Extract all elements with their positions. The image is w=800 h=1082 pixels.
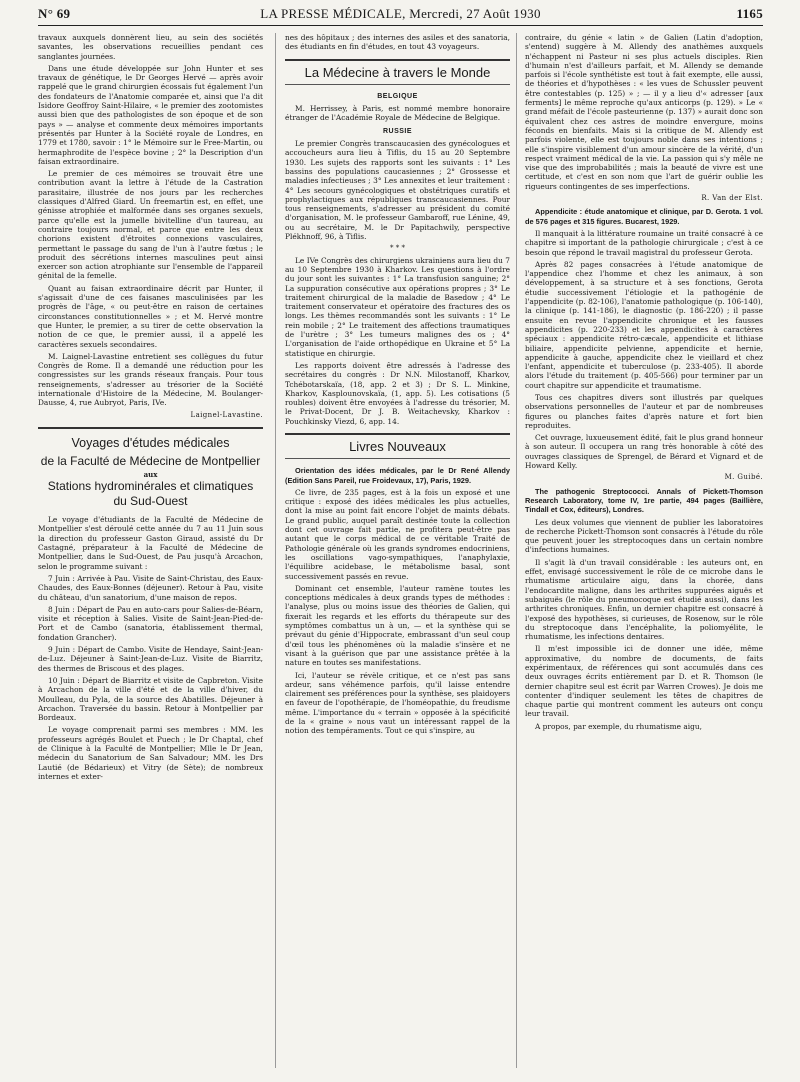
column-divider <box>516 33 517 1068</box>
article-title-line: Stations hydrominérales et climatiques <box>47 479 254 494</box>
paragraph: Le premier de ces mémoires se trouvait être une contribution avant la lettre à l'étude de la Castration parasitaire, illustrée de nos jours par les recherches classiques d'Alfred Giard. Un freemartin est, en effet, une génisse atrophiée et malformée dans ses organes sexuels, parce qu'elle est la jumelle bivitelline d'un taureau, au contraire toujours normal, et parce que entre les deux chorions existent d'étroites connexions vasculaires, permettant le passage du sang de l'un à l'autre fœtus ; le produit des sécrétions internes masculines peut ainsi exercer son action atrophiante sur l'ensemble de l'appareil génital de la femelle. <box>38 169 263 281</box>
article-title-connector: aux <box>143 469 158 479</box>
subsection-title: RUSSIE <box>382 127 413 135</box>
paragraph: Les rapports doivent être adressés à l'adresse des secrétaires du congrès : Dr N.N. Milostanoff, Kharkov, Tchébotarskaïa, (18, app. 2 et 3) ; Dr S. L. Minkine, Kharkov, Kasplounovskaïa, (1, app. 5). Les cotisations (5 roubles) doivent être envoyées à l'adresse du trésorier, M. le Privat-Docent, Dr J. B. Weitachevsky, Kharkov : Pouchkinsky Viezd, 6, app. 14. <box>285 360 510 426</box>
review-citation: Orientation des idées médicales, par le Dr René Allendy (Edition Sans Pareil, rue Froidevaux, 17), Paris, 1929. <box>285 466 510 485</box>
review-heading <box>285 466 510 485</box>
section-divider <box>285 59 510 61</box>
page-number: 1165 <box>736 6 763 21</box>
paragraph: Les deux volumes que viennent de publier les laboratoires de recherche Pickett-Thomson sont consacrés à l'étude du rôle que peuvent jouer les streptocoques dans un certain nombre d'infections humaines. <box>525 517 763 555</box>
section-title: La Médecine à travers le Monde <box>304 64 491 80</box>
paragraph: M. Laignel-Lavastine entretient ses collègues du futur Congrès de Rome. Il a demandé une réduction pour les congressistes sur les grands réseaux français. Pour tous renseignements, s'adresser au trésorier de la Société internationale d'Histoire de la Médecine, M. Boulanger-Dausse, 4, rue Aubryot, Paris, IVe. <box>38 351 263 408</box>
review-heading <box>525 487 763 515</box>
paragraph: Le voyage comprenait parmi ses membres : MM. les professeurs agrégés Boulet et Puech ; le Dr Chaptal, chef de Clinique à la Faculté de Montpellier; Mlle le Dr Jean, médecin du Sanatorium de San Salvadour; MM. les Drs Lautié (de Bédarieux) et Vitry (de Sète); de nombreux internes et exter- <box>38 725 263 781</box>
column-left <box>38 33 263 1068</box>
paragraph: Tous ces chapitres divers sont illustrés par quelques observations personnelles de l'auteur et par de nombreuses figures ou planches faites d'après nature et fort bien reproduites. <box>525 392 763 430</box>
paragraph: 8 Juin : Départ de Pau en auto-cars pour Salies-de-Béarn, visite et réception à Salies. Visite de Saint-Jean-Pied-de-Port et de Cambo (sanatoria, établissement thermal, fondation Grancher). <box>38 604 263 642</box>
paragraph: travaux auxquels donnèrent lieu, au sein des sociétés savantes, les observations recueillies pendant ces sanglantes journées. <box>38 33 263 61</box>
page-header <box>38 6 763 26</box>
review-citation: The pathogenic Streptococci. Annals of Pickett-Thomson Research Laboratory, tome IV, 1re partie, 494 pages (Baillière, Tindall et Cox, éditeurs), Londres. <box>525 486 763 515</box>
paragraph: Le premier Congrès transcaucasien des gynécologues et accoucheurs aura lieu à Tiflis, du 15 au 20 Septembre 1930. Les sujets des rapports sont les suivants : 1° Les bassins des populations caucasiennes ; 2° Grossesse et maladies infectieuses ; 3° Les annexites et leur traitement : 4° Les secours gynécologiques et obstétriques curatifs et prophylactiques aux républiques transcaucasiennes. Pour tous renseignements, s'adresser au président du comité d'organisation, M. le professeur Gambaroff, rue Lénine, 49, ou au secrétaire, M. le Dr Papitachwily, perspective Plékhnoff, 96, à Tiflis. <box>285 139 510 242</box>
paragraph: Le voyage d'étudiants de la Faculté de Médecine de Montpellier s'est déroulé cette année du 7 au 11 Juin sous la direction du professeur Gaston Giraud, assisté du Dr Castagné, préparateur à la Faculté de Médecine de Montpellier, dans le Sud-Ouest, de Pau jusqu'à Arcachon, selon le programme suivant : <box>38 515 263 571</box>
paragraph: Dominant cet ensemble, l'auteur ramène toutes les conceptions médicales à deux grands types de méthodes : l'analyse, plus ou moins issue des théories de Galien, qui fixerait les regards et les efforts du thérapeute sur des symptômes combattus un à un, — et la synthèse qui se prévaut du génie d'Hippocrate, embrassant d'un seul coup d'œil tous les phénomènes où la maladie s'insère et ne visant à la guérison que par une assistance prêtée à la nature en toutes ses manifestations. <box>285 583 510 668</box>
paragraph: Après 82 pages consacrées à l'étude anatomique de l'appendice chez l'homme et chez les animaux, à son développement, à sa structure et à ses fonctions, Gerota étudie successivement l'étiologie et la pathogénie de l'appendicite (p. 82-106), l'anatomie pathologique (p. 106-140), la clinique (p. 141-186), le diagnostic (p. 186-220) ; il passe ensuite en revue l'appendicite chronique et les fausses appendicites (p. 220-233) et les appendicites à caractères spéciaux : appendicite rétro-cæcale, appendicite et lithiase biliaire, appendicite pelvienne, appendicite et hernie, appendicite à gauche, appendicite chez le vieillard et chez l'enfant, appendicite et tuberculose (p. 233-405). Il aborde alors l'étude du traitement (p. 405-566) pour terminer par un court chapitre sur appendicite et traumatisme. <box>525 259 763 390</box>
paragraph: 10 Juin : Départ de Biarritz et visite de Capbreton. Visite à Arcachon de la ville d'été et de la ville d'hiver, du Moulleau, du Pyla, de la source des Abatilles. Déjeuner à Arcachon. Traversée du bassin. Retour à Montpellier par Bordeaux. <box>38 675 263 723</box>
signature: Laignel-Lavastine. <box>190 410 263 419</box>
signature: M. Guibé. <box>724 473 763 482</box>
paragraph: contraire, du génie « latin » de Galien (Latin d'adoption, s'entend) suggère à M. Allendy des anathèmes auxquels n'échappent ni Pasteur ni ses plus actuels disciples. Rien d'humain n'est d'ailleurs parfait, et M. Allendy se demande parfois si l'école synthétiste est tout à fait exempte, elle aussi, de théories et d'hypothèses : « les vues de Schussler peuvent être contestables (p. 125) » ; — il y a lieu d'« adresser [aux ferments] le même reproche qu'aux anticorps (p. 129). » Le « grand méfait de l'école pasteurienne (p. 137) » aurait donc son équivalent chez ces astres de moindre envergure, moins féconds en bienfaits. Mais si la critique de M. Allendy est parfois violente, elle est toujours noble dans ses intentions ; elle s'inspire visiblement d'un amour sincère de la vérité, d'un respect vraiment médical de la vie. La passion qui s'y mêle ne vise que des improbabilités ; mais la beauté de vivre est une certitude, et c'est en son nom que l'art de guérir oublie les rigueurs contingentes de ses imperfections. <box>525 33 763 191</box>
paragraph: nes des hôpitaux ; des internes des asiles et des sanatoria, des étudiants en fin d'études, en tout 43 voyageurs. <box>285 33 510 52</box>
paragraph: Dans une étude développée sur John Hunter et ses travaux de génétique, le Dr Georges Hervé — après avoir rappelé que le grand chirurgien écossais fut également l'un des fondateurs de l'Anatomie comparée et, ainsi que l'a dit Isidore Geoffroy Saint-Hilaire, « le premier des zootomistes aussi bien que des pathologistes de son époque et de son pays » — analyse et commente deux mémoires importants présentés par Hunter à la Société royale de Londres, en 1779 et 1780, savoir : 1° le Mémoire sur le Free-Martin, ou hermaphrodite de l'espèce bovine ; 2° la Description d'un faisan extraordinaire. <box>38 63 263 166</box>
paragraph: Ici, l'auteur se révèle critique, et ce n'est pas sans ardeur, sans véhémence parfois, qu'il laisse entendre clairement ses préférences pour la synthèse, ses plaidoyers en faveur de l'opothérapie, de l'homéopathie, du freudisme même. L'importance du « terrain » opposée à la spécificité de la « graine » nous vaut un intéressant rappel de la notion des tempéraments. Tout ce qui s'inspire, au <box>285 670 510 736</box>
paragraph: Ce livre, de 235 pages, est à la fois un exposé et une critique : exposé des idées médicales les plus actuelles, dont la mise au point fait encore l'objet de maints débats. Le grand public, auquel paraît destinée toute la collection dont cet ouvrage fait partie, ne profitera peut-être pas autant que le corps médical de ce véritable Traité de Pathologie générale où les grands syndromes endocriniens, les oscillations vago-sympathiques, l'anaphylaxie, l'équilibre acidebase, le métabolisme basal, sont successivement passés en revue. <box>285 487 510 581</box>
column-divider <box>275 33 276 1068</box>
paragraph: Il manquait à la littérature roumaine un traité consacré à ce chapitre si important de la pathologie chirurgicale ; c'est à ce besoin que répond le travail magistral du professeur Gerota. <box>525 228 763 257</box>
signature: R. Van der Elst. <box>701 194 763 203</box>
paragraph: A propos, par exemple, du rhumatisme aigu, <box>535 721 702 731</box>
header-rule <box>38 25 763 26</box>
section-title: Livres Nouveaux <box>349 438 446 454</box>
paragraph: 7 Juin : Arrivée à Pau. Visite de Saint-Christau, des Eaux-Chaudes, des Eaux-Bonnes (déjeuner). Retour à Pau, visite du château, d'un sanatorium, d'une maison de repos. <box>38 573 263 602</box>
paragraph: M. Herrissey, à Paris, est nommé membre honoraire étranger de l'Académie Royale de Médecine de Belgique. <box>285 104 510 123</box>
article-title-line: de la Faculté de Médecine de Montpellier <box>40 453 261 468</box>
journal-title: LA PRESSE MÉDICALE, Mercredi, 27 Août 1930 <box>260 6 541 21</box>
paragraph: Il s'agit là d'un travail considérable : les auteurs ont, en effet, envisagé successivement le rôle de ce microbe dans le rhumatisme articulaire aigu, dans la chorée, dans l'endocardite maligne, dans les arthrites suppurées aiguës et subaiguës (le rôle du pneumocoque est étudié aussi), dans les arthrites chroniques. Enfin, un dernier chapitre est consacré à l'exposé des hypothèses, si curieuses, de Rosenow, sur le rôle du streptocoque dans l'encéphalite, la poliomyélite, le rhumatisme, les infections dentaires. <box>525 557 763 642</box>
review-citation: Appendicite : étude anatomique et clinique, par D. Gerota. 1 vol. de 576 pages et 315 figures. Bucarest, 1929. <box>525 207 763 226</box>
section-divider <box>285 458 510 459</box>
column-right <box>525 33 763 1068</box>
article-title-line: du Sud-Ouest <box>113 494 188 509</box>
subsection-title: BELGIQUE <box>377 92 418 100</box>
section-divider <box>285 433 510 435</box>
paragraph: Cet ouvrage, luxueusement édité, fait le plus grand honneur à son auteur. Il occupera un rang très honorable à côté des ouvrages classiques de Sprengel, de Bérard et Vignard et de Howard Kelly. <box>525 433 763 471</box>
review-heading <box>525 207 763 226</box>
column-middle <box>285 33 510 1068</box>
article-title: Voyages d'études médicales <box>71 435 230 450</box>
paragraph: 9 Juin : Départ de Cambo. Visite de Hendaye, Saint-Jean-de-Luz. Déjeuner à Saint-Jean-de-Luz. Visite de Biarritz, des thermes de Briscous et des plages. <box>38 645 263 673</box>
paragraph: Quant au faisan extraordinaire décrit par Hunter, il s'agissait d'une de ces faisanes masculinisées par les progrès de l'âge, « ou peut-être en raison de certaines circonstances constitutionnelles » ; et M. Hervé montre que Hunter, le premier, a su tirer de cette observation la notion de ce que, le premier aussi, il a appelé les caractères sexuels secondaires. <box>38 283 263 349</box>
paragraph: Le IVe Congrès des chirurgiens ukrainiens aura lieu du 7 au 10 Septembre 1930 à Kharkov. Les questions à l'ordre du jour sont les suivantes : 1° La transfusion sanguine; 2° La suppuration consécutive aux opérations propres ; 3° Le traitement chirurgical de la maladie de Basedow ; 4° Le traitement conservateur et opératoire des fractures des os longs. Les thèmes recommandés sont les suivants : 1° Le rein mobile ; 2° Le traitement des affections traumatiques de l'urètre ; 3° Les tumeurs malignes des os ; 4° L'organisation de l'aide orthopédique en Ukraine et 5° La statistique en chirurgie. <box>285 255 510 358</box>
paragraph: Il m'est impossible ici de donner une idée, même approximative, du nombre de documents, de faits expérimentaux, de références qui sont accumulés dans ces deux ouvrages écrits entièrement par D. et R. Thomson (le dernier chapitre seul est écrit par Warren Crowes). Je dois me contenter d'indiquer seulement les têtes de chapitres de chaque partie qui montrent comment les auteurs ont conçu leur travail. <box>525 644 763 719</box>
section-divider <box>285 84 510 85</box>
section-divider <box>38 427 263 429</box>
issue-number: N° 69 <box>38 6 71 21</box>
asterism: * * * <box>390 244 405 253</box>
